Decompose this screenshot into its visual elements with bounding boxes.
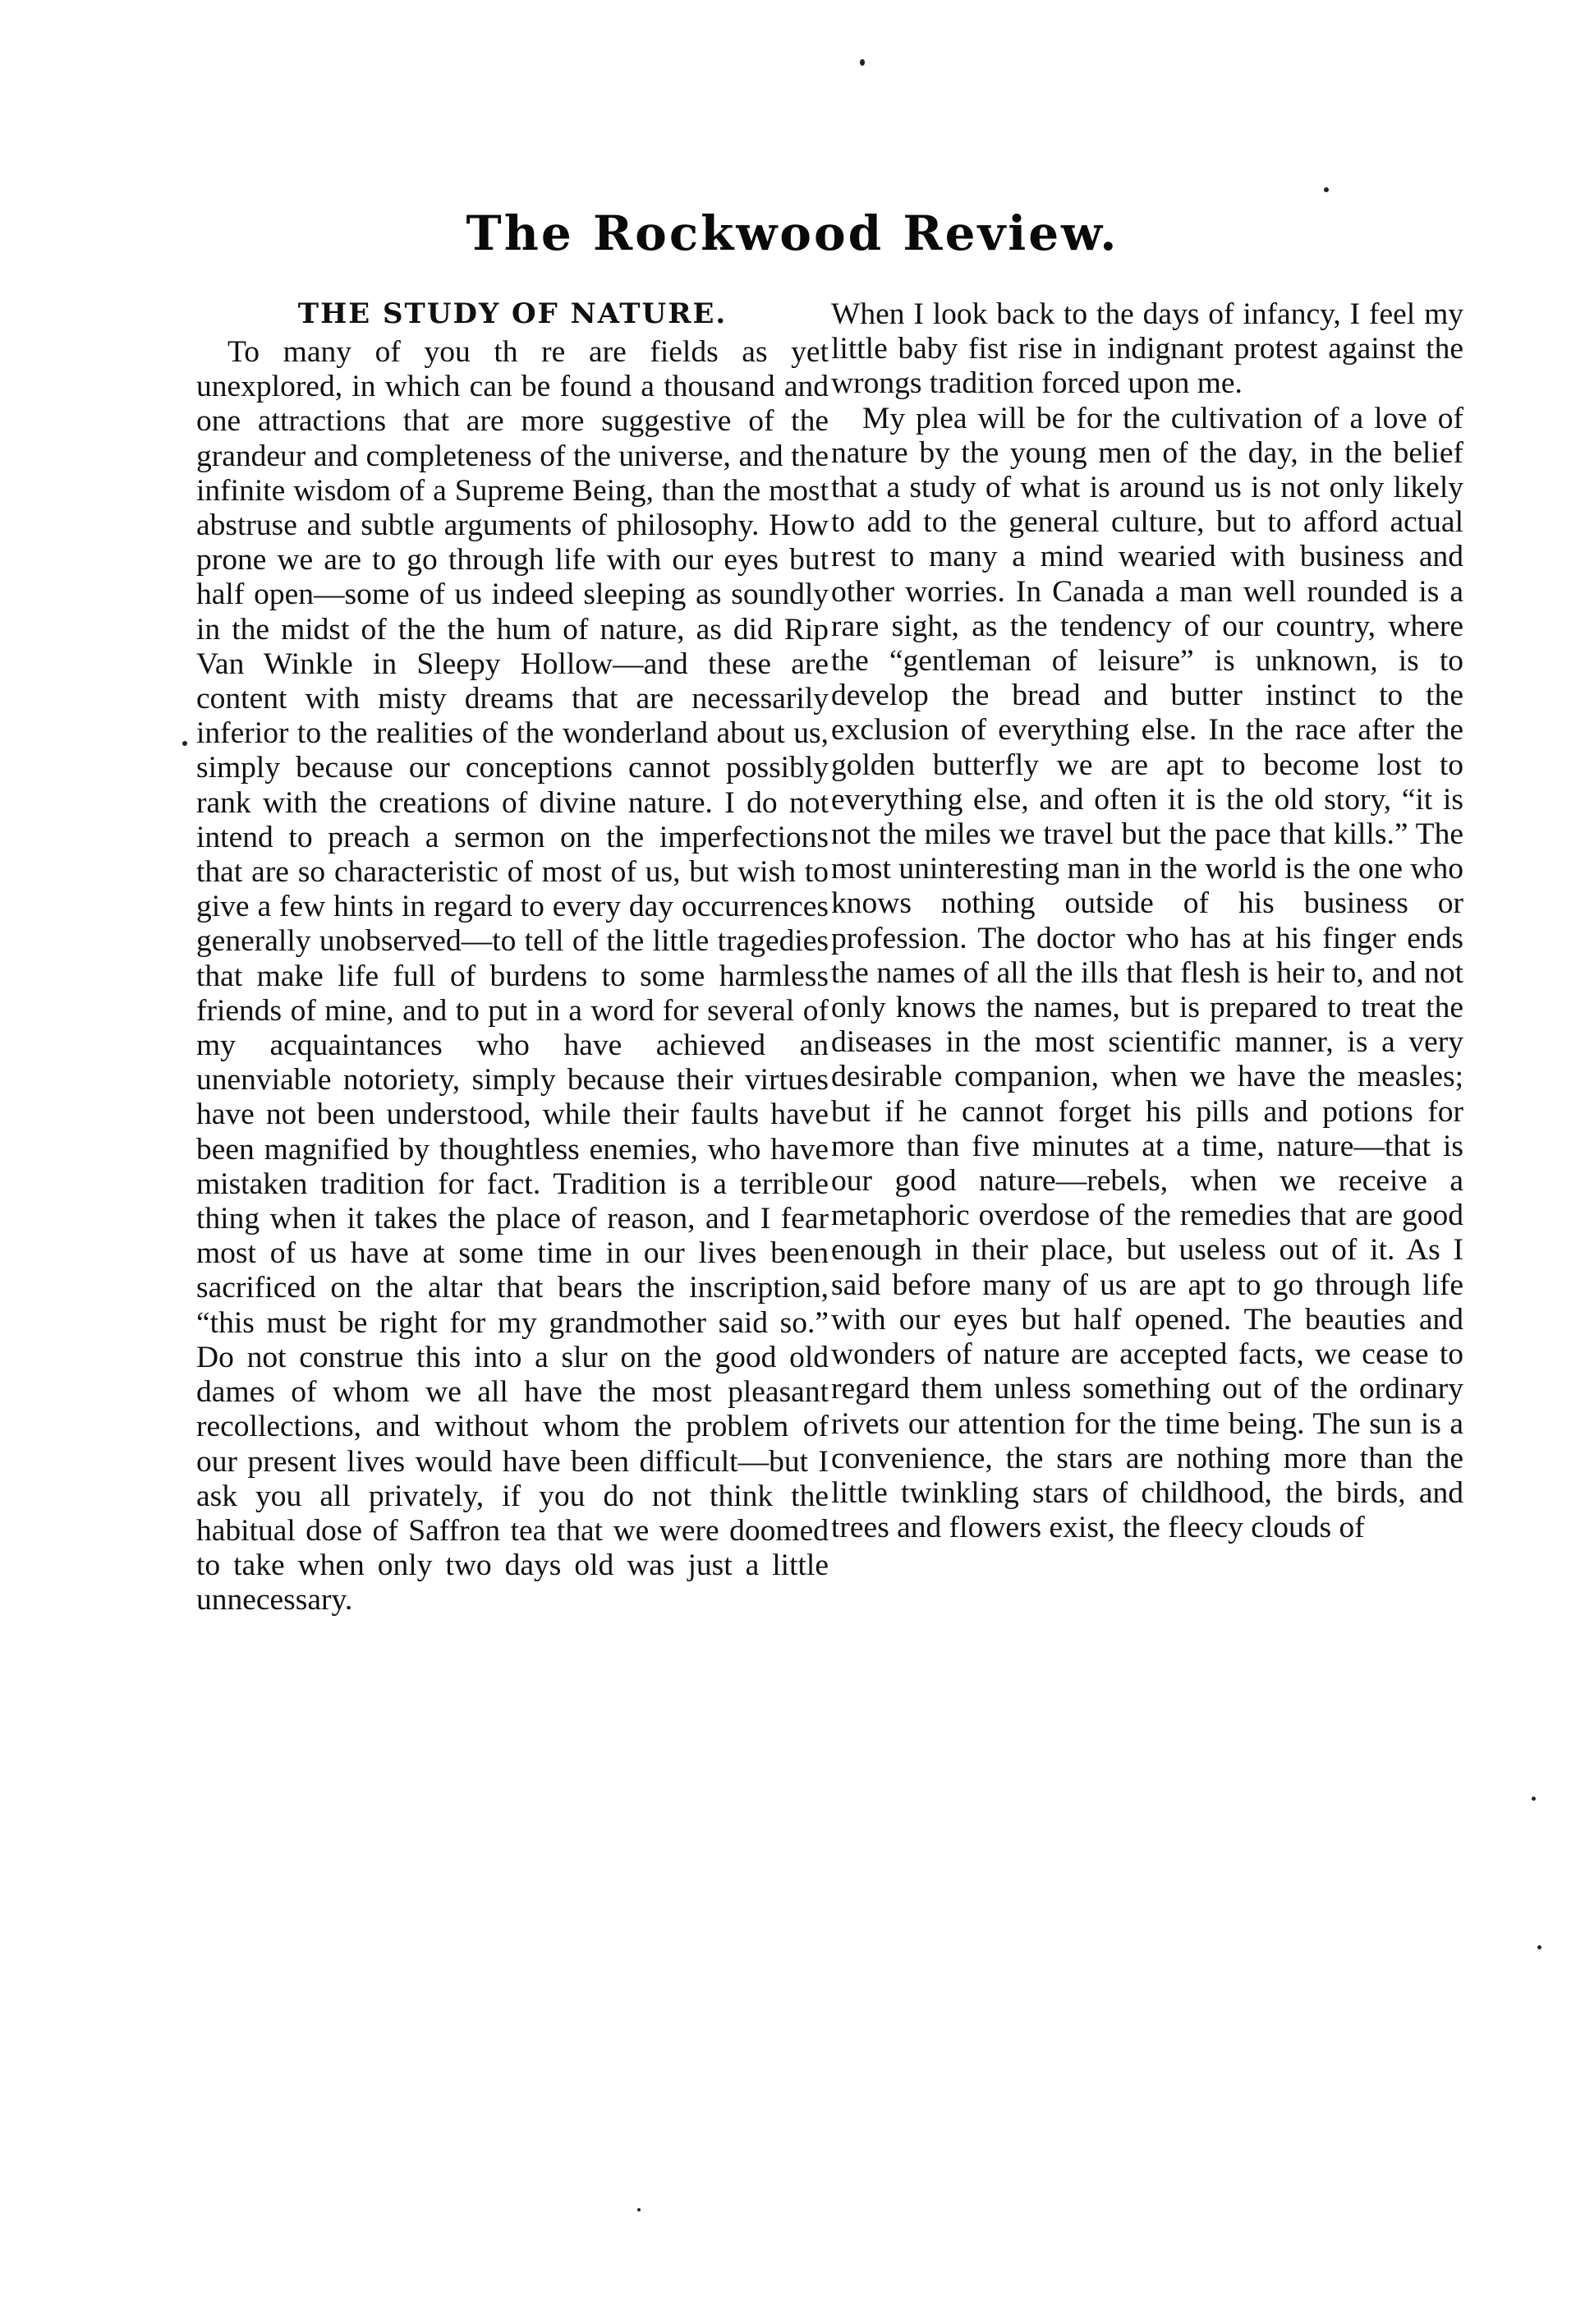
print-speck — [1324, 187, 1329, 192]
right-column — [831, 297, 1463, 1545]
article-paragraph-2: When I look back to the days of infancy, I feel my little baby fist rise in indignant protest against the wrongs tradition forced upon me. — [831, 297, 1463, 401]
print-speck — [1532, 1797, 1536, 1801]
article-title: THE STUDY OF NATURE. — [297, 297, 728, 330]
masthead-title: The Rockwood Review. — [466, 205, 1119, 261]
print-speck — [860, 59, 865, 66]
article-paragraph-3: My plea will be for the cultivation of a love of nature by the young men of the day, in the belief that a study of what is around us is not only likely to add to the general culture, but to afford actual rest to many a mind wearied with business and other worries. In Canada a man well rounded is a rare sight, as the tendency of our country, where the “gentleman of leisure” is unknown, is to develop the bread and butter instinct to the exclusion of everything else. In the race after the golden butterfly we are apt to become lost to everything else, and often it is the old story, “it is not the miles we travel but the pace that kills.” The most uninteresting man in the world is the one who knows nothing outside of his business or profession. The doctor who has at his finger ends the names of all the ills that flesh is heir to, and not only knows the names, but is prepared to treat the diseases in the most scientific manner, is a very desirable companion, when we have the measles; but if he cannot forget his pills and potions for more than five minutes at a time, nature—that is our good nature—rebels, when we receive a metaphoric overdose of the remedies that are good enough in their place, but useless out of it. As I said before many of us are apt to go through life with our eyes but half opened. The beauties and wonders of nature are accepted facts, we cease to regard them unless something out of the ordinary rivets our attention for the time being. The sun is a convenience, the stars are nothing more than the little twinkling stars of childhood, the birds, and trees and flowers exist, the fleecy clouds of — [831, 401, 1463, 1545]
article-paragraph-1: To many of you th re are fields as yet unexplored, in which can be found a thousand and one attractions that are more suggestive of the grandeur and completeness of the universe, and the infinite wisdom of a Supreme Being, than the most abstruse and subtle arguments of philosophy. How prone we are to go through life with our eyes but half open—some of us indeed sleeping as soundly in the midst of the the hum of nature, as did Rip Van Winkle in Sleepy Hollow—and these are content with misty dreams that are necessarily inferior to the realities of the wonderland about us, simply because our conceptions cannot possibly rank with the creations of divine nature. I do not intend to preach a sermon on the imperfections that are so characteristic of most of us, but wish to give a few hints in regard to every day occurrences generally unobserved—to tell of the little tragedies that make life full of burdens to some harmless friends of mine, and to put in a word for several of my acquaintances who have achieved an unenviable notoriety, simply because their virtues have not been understood, while their faults have been magnified by thoughtless enemies, who have mistaken tradition for fact. Tradition is a terrible thing when it takes the place of reason, and I fear most of us have at some time in our lives been sacrificed on the altar that bears the inscription, “this must be right for my grandmother said so.” Do not construe this into a slur on the good old dames of whom we all have the most pleasant recollections, and without whom the problem of our present lives would have been difficult—but I ask you all privately, if you do not think the habitual dose of Saffron tea that we were doomed to take when only two days old was just a little unnecessary. — [196, 335, 829, 1618]
print-speck — [182, 741, 187, 746]
print-speck — [637, 2208, 641, 2211]
print-speck — [1537, 1945, 1541, 1949]
left-column — [196, 296, 829, 1618]
